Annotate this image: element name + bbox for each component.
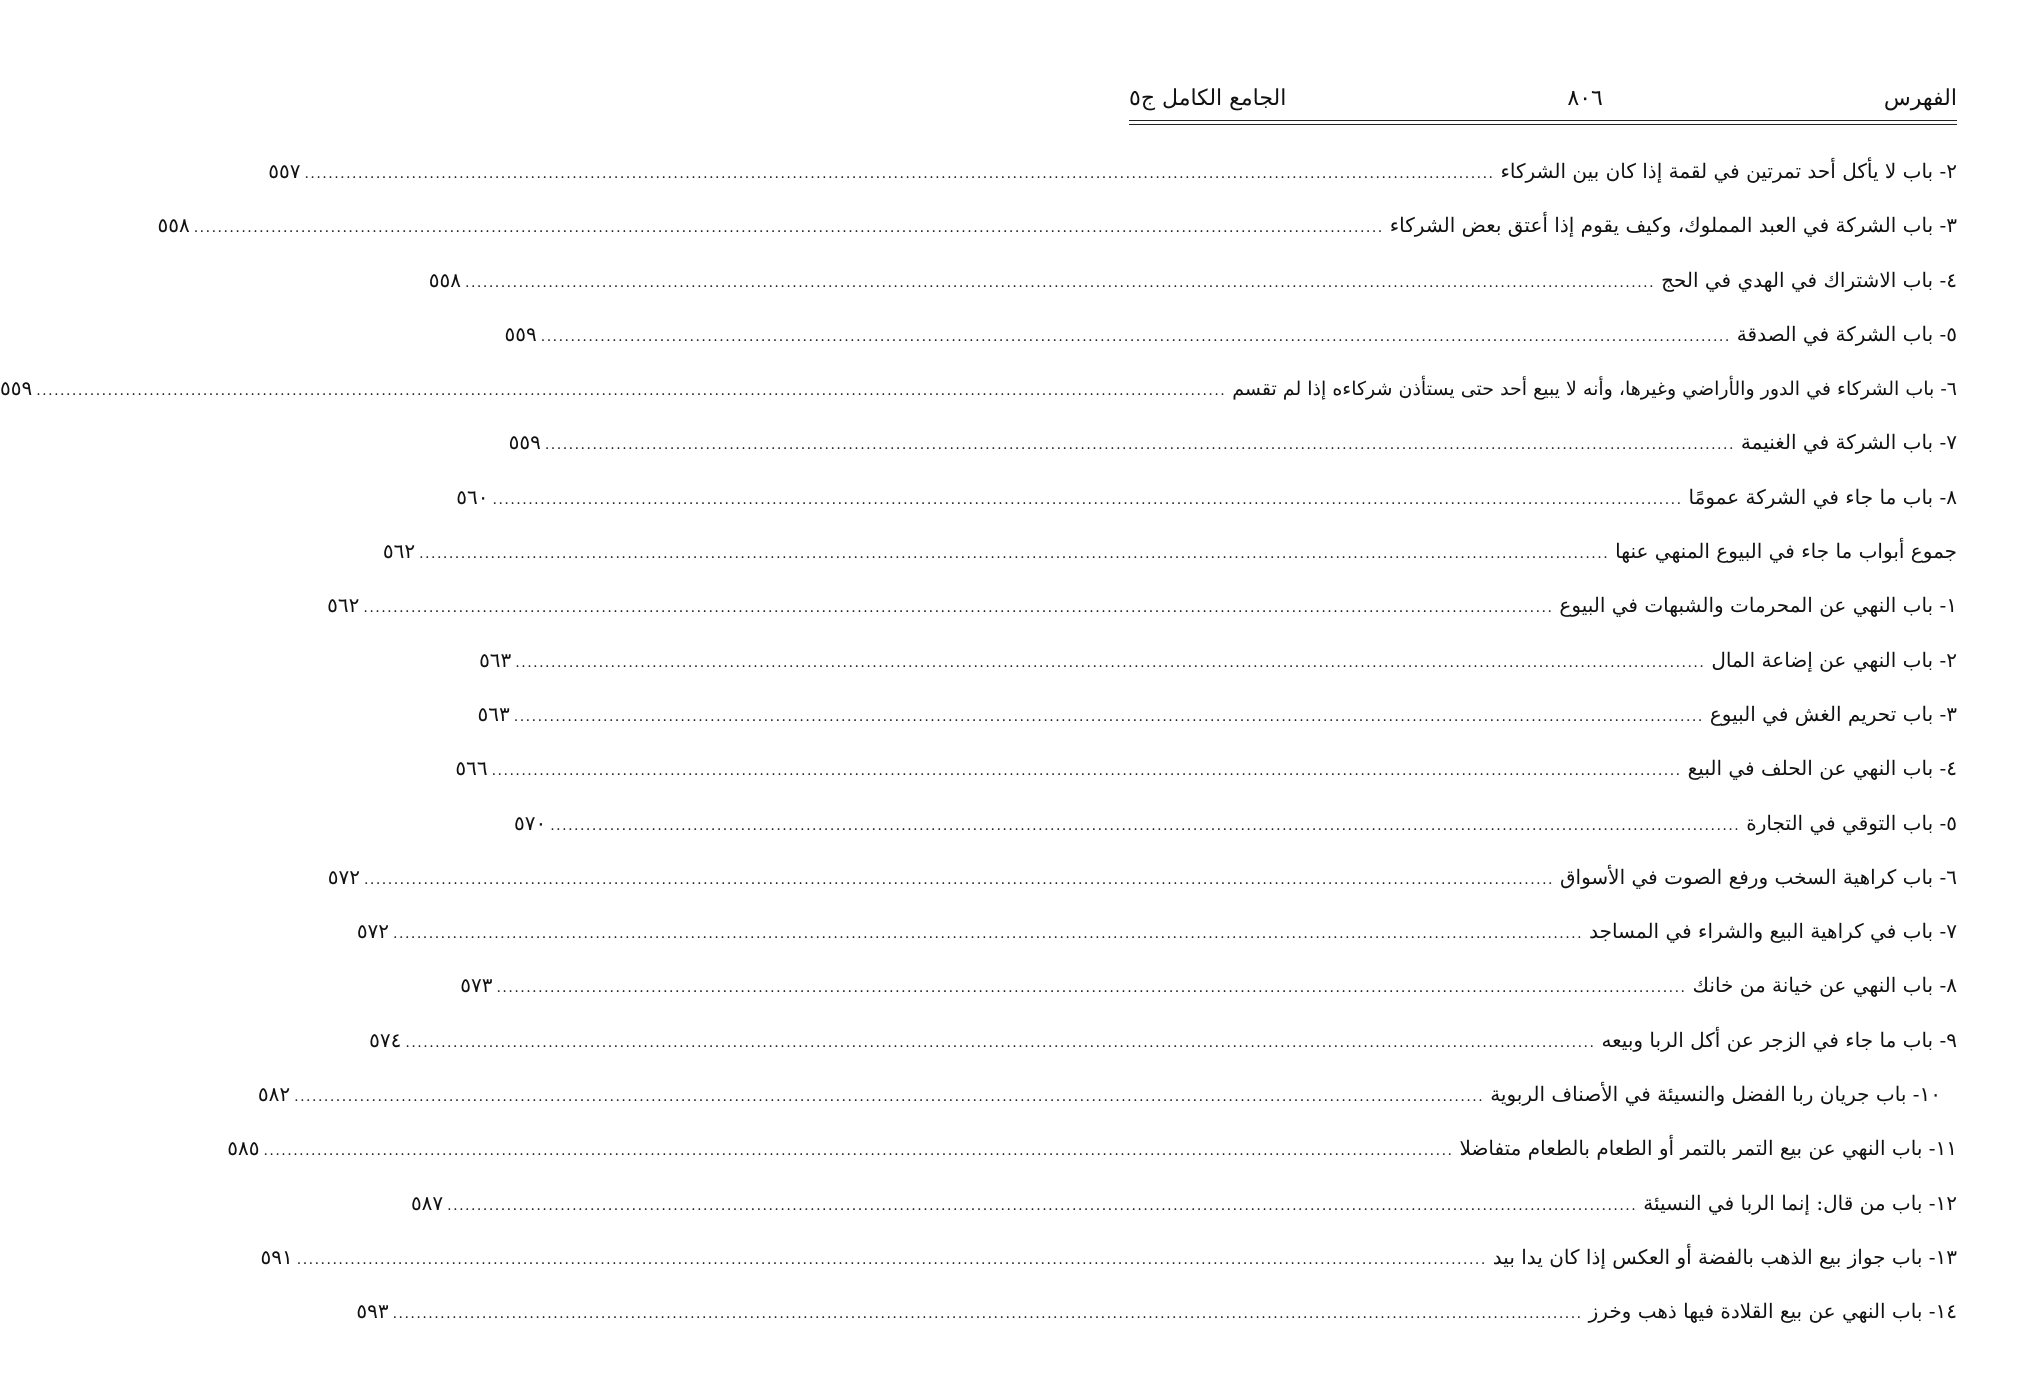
toc-entry (157, 210, 1957, 264)
leader-dots: ........................................................................................................................................................................................................ (465, 274, 1656, 291)
leader-dots: ........................................................................................................................................................................................................ (263, 1143, 1454, 1160)
toc-entry (327, 862, 1957, 916)
toc-entry-page: ٥٧٠ (513, 810, 547, 835)
toc-entry-title: ٧- باب في كراهية البيع والشراء في المساجد (1589, 919, 1957, 944)
toc-entry-page: ٥٧٢ (356, 919, 390, 944)
toc-entry-page: ٥٧٣ (460, 973, 493, 998)
leader-dots: ........................................................................................................................................................................................................ (491, 763, 1682, 780)
toc-entry (410, 1188, 1957, 1242)
leader-dots: ........................................................................................................................................................................................................ (304, 166, 1495, 182)
toc-entry-title: ٣- باب تحريم الغش في البيوع (1709, 701, 1957, 726)
toc-entry-page: ٥٧٤ (369, 1027, 402, 1052)
header-rule-thick (1129, 120, 1957, 121)
toc-entry-title: ٩- باب ما جاء في الزجر عن أكل الربا وبيعه (1601, 1027, 1957, 1052)
toc-entry-title: ٧- باب الشركة في الغنيمة (1740, 430, 1957, 455)
toc-entry (460, 970, 1957, 1024)
toc-entry (455, 753, 1957, 807)
toc-entry-page: ٥٥٨ (428, 267, 462, 292)
toc-entry-title: جموع أبواب ما جاء في البيوع المنهي عنها (1615, 539, 1957, 564)
toc-entry-page: ٥٦٢ (382, 539, 416, 564)
leader-dots: ........................................................................................................................................................................................................ (550, 817, 1741, 834)
toc-entry (504, 319, 1957, 373)
toc-entry-title: ١٢- باب من قال: إنما الربا في النسيئة (1643, 1190, 1957, 1215)
toc-entry-page: ٥٦٣ (477, 701, 510, 726)
toc-entry-page: ٥٦٦ (455, 756, 488, 781)
leader-dots: ........................................................................................................................................................................................................ (193, 220, 1384, 237)
toc-entry-page: ٥٨٢ (257, 1082, 291, 1107)
toc-entry (356, 1296, 1957, 1350)
toc-entry-page: ٥٥٨ (157, 213, 190, 238)
leader-dots: ........................................................................................................................................................................................................ (405, 1034, 1596, 1051)
toc-entry-title: ١٤- باب النهي عن بيع القلادة فيها ذهب وخرز (1588, 1299, 1957, 1324)
toc-entry-title: ٥- باب الشركة في الصدقة (1736, 321, 1957, 346)
toc-entry-title: ٨- باب النهي عن خيانة من خانك (1692, 973, 1957, 998)
page-number: ٨٠٦ (1567, 85, 1603, 111)
toc-entry-page: ٥٦٢ (327, 593, 360, 618)
leader-dots: ........................................................................................................................................................................................................ (447, 1197, 1638, 1214)
toc-entry-page: ٥٦٠ (456, 484, 489, 509)
toc-entry (257, 1079, 1957, 1133)
toc-entry-title: ٣- باب الشركة في العبد المملوك، وكيف يقوم إذا أعتق بعض الشركاء (1389, 213, 1957, 238)
book-title: الجامع الكامل ج٥ (1129, 85, 1287, 111)
toc-entry-page: ٥٥٩ (504, 321, 537, 346)
toc-entry-page: ٥٩٣ (356, 1299, 389, 1324)
leader-dots: ........................................................................................................................................................................................................ (363, 871, 1554, 888)
toc-entry-title: ١٠- باب جريان ربا الفضل والنسيئة في الأصناف الربوية (1490, 1082, 1941, 1107)
toc-entry-title: ٨- باب ما جاء في الشركة عمومًا (1688, 484, 1957, 509)
toc-entry-title: ١١- باب النهي عن بيع التمر بالتمر أو الطعام بالطعام متفاضلا (1459, 1136, 1957, 1161)
toc-entry (477, 699, 1957, 753)
toc-entry-page: ٥٥٩ (508, 430, 541, 455)
table-of-contents (0, 156, 1957, 1351)
running-header (1129, 80, 1957, 116)
toc-entry-title: ١٣- باب جواز بيع الذهب بالفضة أو العكس إذا كان يدا بيد (1492, 1244, 1957, 1269)
toc-entry-page: ٥٥٩ (0, 376, 33, 401)
toc-entry-title: ٤- باب الاشتراك في الهدي في الحج (1661, 267, 1957, 292)
header-rule-thin (1129, 124, 1957, 125)
leader-dots: ........................................................................................................................................................................................................ (419, 546, 1610, 563)
leader-dots: ........................................................................................................................................................................................................ (36, 383, 1227, 400)
toc-entry-title: ٦- باب الشركاء في الدور والأراضي وغيرها، وأنه لا يبيع أحد حتى يستأذن شركاءه إذا لم تقسم (1232, 378, 1957, 401)
toc-entry-title: ١- باب النهي عن المحرمات والشبهات في البيوع (1559, 593, 1957, 618)
leader-dots: ........................................................................................................................................................................................................ (540, 328, 1731, 345)
toc-entry (260, 1242, 1957, 1296)
toc-entry (479, 645, 1957, 699)
toc-entry (513, 808, 1957, 862)
leader-dots: ........................................................................................................................................................................................................ (393, 926, 1584, 943)
leader-dots: ........................................................................................................................................................................................................ (515, 654, 1706, 671)
toc-entry-page: ٥٦٣ (479, 647, 512, 672)
toc-section-heading (382, 536, 1957, 590)
leader-dots: ........................................................................................................................................................................................................ (363, 600, 1554, 617)
leader-dots: ........................................................................................................................................................................................................ (492, 491, 1683, 508)
toc-entry (428, 265, 1957, 319)
toc-entry (369, 1025, 1957, 1079)
leader-dots: ........................................................................................................................................................................................................ (392, 1306, 1583, 1323)
toc-entry-title: ٥- باب التوقي في التجارة (1746, 810, 1957, 835)
toc-entry (508, 427, 1957, 481)
toc-entry (356, 916, 1957, 970)
toc-entry-page: ٥٨٧ (410, 1190, 444, 1215)
toc-entry (227, 1133, 1957, 1187)
leader-dots: ........................................................................................................................................................................................................ (296, 1251, 1487, 1268)
toc-entry-page: ٥٥٧ (268, 159, 301, 183)
toc-entry-title: ٤- باب النهي عن الحلف في البيع (1687, 756, 1957, 781)
toc-entry-title: ٦- باب كراهية السخب ورفع الصوت في الأسواق (1560, 864, 1957, 889)
toc-entry-title: ٢- باب لا يأكل أحد تمرتين في لقمة إذا كان بين الشركاء (1500, 159, 1957, 183)
leader-dots: ........................................................................................................................................................................................................ (513, 708, 1704, 725)
section-title: الفهرس (1883, 85, 1957, 111)
toc-entry (456, 482, 1957, 536)
toc-entry-page: ٥٨٥ (227, 1136, 260, 1161)
leader-dots: ........................................................................................................................................................................................................ (294, 1089, 1485, 1106)
toc-entry-title: ٢- باب النهي عن إضاعة المال (1711, 647, 1957, 672)
toc-entry-page: ٥٧٢ (327, 864, 360, 889)
toc-entry-page: ٥٩١ (260, 1244, 293, 1269)
toc-entry (0, 373, 1957, 427)
leader-dots: ........................................................................................................................................................................................................ (544, 437, 1735, 454)
toc-entry (268, 156, 1957, 210)
toc-entry (327, 590, 1957, 644)
leader-dots: ........................................................................................................................................................................................................ (496, 980, 1687, 997)
